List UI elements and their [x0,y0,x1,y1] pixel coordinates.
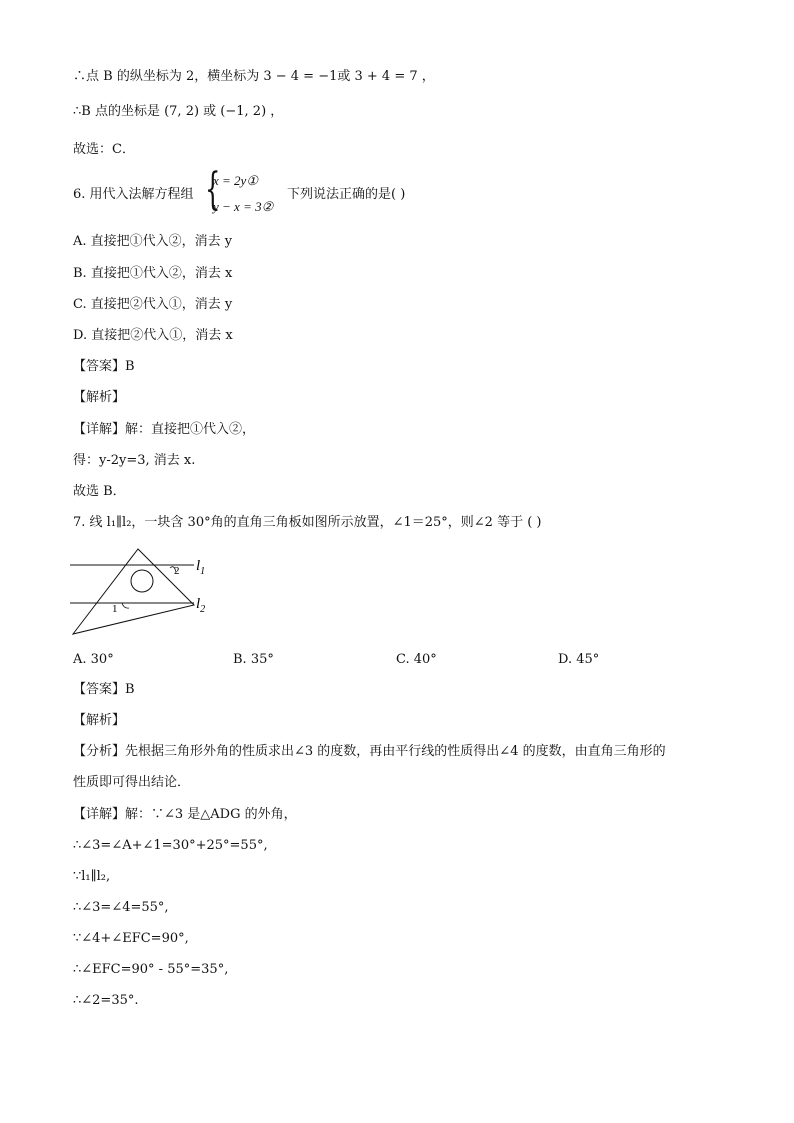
analysis-label: 【解析】 [73,713,126,728]
angle-2-label: 2 [174,565,180,577]
q7-option-a: A. 30° [73,652,114,667]
detail-line: ∴∠3=∠4=55°, [73,900,169,915]
answer-label: 【答案】B [73,359,135,374]
detail-line: 【详解】解：直接把①代入②， [73,422,256,437]
label-l1: $l_1$ [196,558,206,577]
detail-line: ∴∠EFC=90° - 55°=35°, [73,962,229,977]
detail-line: ∴∠3=∠A+∠1=30°+25°=55°, [73,838,268,853]
detail-line: 故选 B． [73,484,126,499]
text-line: ∴B 点的坐标是 (7, 2) 或 (−1, 2) ， [73,104,284,119]
analysis-text: 【分析】先根据三角形外角的性质求出∠3 的度数，再由平行线的性质得出∠4 的度数，由直角三角形的 [73,744,666,759]
triangle-parallel-lines-figure [66,546,226,638]
option-d: D. 直接把②代入①，消去 x [73,328,233,343]
q7-option-c: C. 40° [396,652,437,667]
equation-1: x = 2y① [213,173,258,188]
detail-line: ∴∠2=35°. [73,993,139,1008]
question-6-prefix: 6. 用代入法解方程组 [73,187,194,202]
text-line: ∴点 B 的纵坐标为 2，横坐标为 3 − 4 = −1或 3 + 4 = 7 ， [73,69,435,84]
brace-icon: { [205,164,221,215]
angle-1-arc [122,603,129,608]
label-l2: $l_2$ [196,596,206,615]
q7-option-d: D. 45° [558,652,600,667]
equation-system [205,164,285,218]
detail-line: 【详解】解：∵∠3 是△ADG 的外角， [73,807,297,822]
option-b: B. 直接把①代入②，消去 x [73,266,233,281]
answer-label: 【答案】B [73,682,135,697]
detail-line: ∵l₁∥l₂, [73,869,111,884]
option-c: C. 直接把②代入①，消去 y [73,297,233,312]
question-6-suffix: 下列说法正确的是( ) [287,187,406,202]
equation-2: y − x = 3② [213,199,274,214]
detail-line: ∵∠4+∠EFC=90°, [73,931,189,946]
analysis-label: 【解析】 [73,390,126,405]
ruler-hole [131,570,153,592]
detail-line: 得：y-2y=3, 消去 x. [73,453,196,468]
triangle-ruler [73,549,194,634]
text-line: 故选：C． [73,142,135,157]
option-a: A. 直接把①代入②，消去 y [73,234,233,249]
angle-1-label: 1 [112,603,118,615]
question-7: 7. 线 l₁∥l₂，一块含 30°角的直角三角板如图所示放置，∠1＝25°，则∠2 等于 ( ) [73,515,542,530]
analysis-text: 性质即可得出结论． [73,775,191,790]
q7-option-b: B. 35° [233,652,274,667]
